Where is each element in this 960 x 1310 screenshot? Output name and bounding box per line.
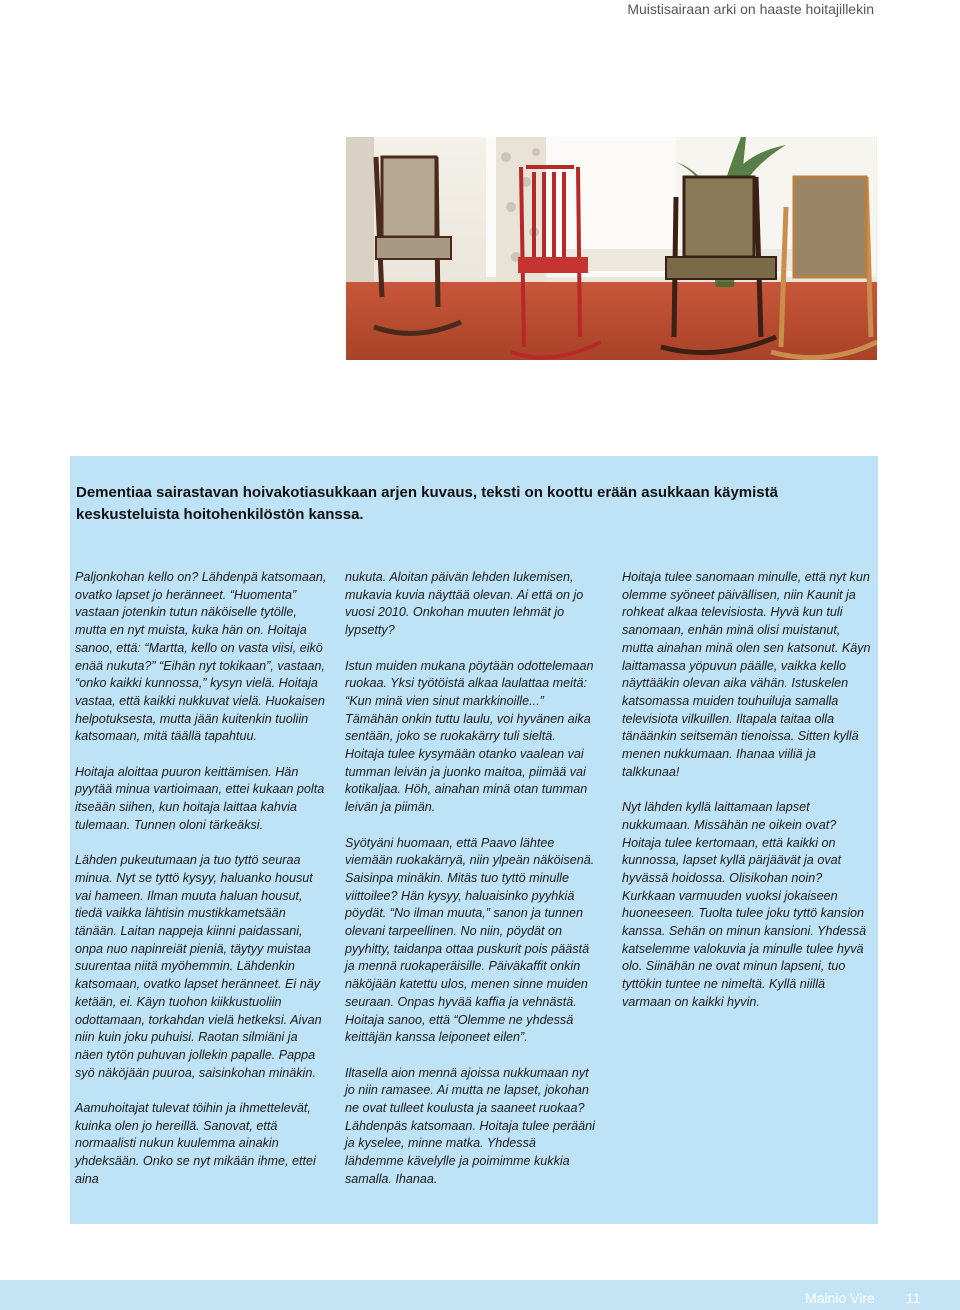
rocking-chairs-photo-icon [346, 137, 877, 360]
paragraph: nukuta. Aloitan päivän lehden lukemisen, mukavia kuvia näyttää olevan. Ai että on jo vuosi 2010. Onkohan muuten lehmät jo lypsetty? [345, 570, 584, 638]
magazine-name: Mainio Vire [805, 1290, 875, 1306]
paragraph: Nyt lähden kyllä laittamaan lapset nukkumaan. Missähän ne oikein ovat? Hoitaja tulee kertomaan, että kaikki on kunnossa, lapset kyllä pärjäävät ja ovat hyvässä hoidossa. Olisikohan noin? Kurkkaan varmuuden vuoksi jokaiseen huoneeseen. Tuolta tulee joku tyttö kansion kanssa. Sehän on minun kansioni. Yhdessä katselemme valokuvia ja minulle tulee hyvä olo. Siinähän ne ovat minun lapseni, tuo tyttökin tuntee ne nimeltä. Kyllä niillä varmaan on kaikki hyvin. [622, 800, 867, 1009]
paragraph: Lähden pukeutumaan ja tuo tyttö seuraa minua. Nyt se tyttö kysyy, haluanko housut vai hameen. Ilman muuta haluan housut, tiedä vaikka lähtisin mustikkametsään tänään. Laitan nappeja kiinni paidassani, onpa nuo napinreiät pieniä, täytyy muistaa suurentaa niitä myöhemmin. Lähdenkin katsomaan, ovatko lapset heränneet. Ei näy ketään, ei. Käyn tuohon kiikkustuoliin odottamaan, torkahdan vielä hetkeksi. Aivan niin kuin joku puhuisi. Raotan silmiäni ja näen tytön puhuvan jollekin papalle. Pappa syö näköjään puuroa, saisinkohan minäkin. [75, 853, 322, 1080]
page-number: 11 [906, 1290, 921, 1306]
article-lead: Dementiaa sairastavan hoivakotiasukkaan arjen kuvaus, teksti on koottu erään asukkaan käymistä keskusteluista hoitohenkilöstön kanssa. [76, 484, 778, 523]
paragraph: Hoitaja aloittaa puuron keittämisen. Hän pyytää minua vartioimaan, ettei kukaan polta itseään siihen, kun hoitaja laittaa kahvia tulemaan. Tunnen oloni tärkeäksi. [75, 764, 325, 832]
running-head: Muistisairaan arki on haaste hoitajillekin [627, 1, 874, 17]
paragraph: Syötyäni huomaan, että Paavo lähtee viemään ruokakärryä, niin ylpeän näköisenä. Saisinpa minäkin. Mitäs tuo tyttö minulle viittoilee? Hän kysyy, haluaisinko pyyhkiä pöydät. “No ilman muuta,” sanon ja tunnen olevani tarpeellinen. No niin, pöydät on pyyhitty, taidanpa ottaa puskurit pois päästä ja mennä ruokaperäisille. Päiväkaffit onkin näköjään katettu ulos, menen sinne muiden seuraan. Onpas hyvää kaffia ja vehnästä. Hoitaja sanoo, että “Olemme ne yhdessä keittäjän kanssa leiponeet eilen”. [345, 835, 595, 1045]
photo [346, 137, 877, 360]
paragraph: Istun muiden mukana pöytään odottelemaan ruokaa. Yksi työtöistä alkaa laulattaa meitä: “Kun minä vien sinut markkinoille...” Tämähän onkin tuttu laulu, voi hyvänen aika sentään, joko se ruokakärry tuli sieltä. Hoitaja tulee kysymään otanko vaalean vai tumman leivän ja juonko maitoa, piimää vai kotikaljaa. Höh, ainahan minä otan tumman leivän ja piimän. [345, 658, 594, 815]
column-1 [75, 569, 327, 1206]
paragraph: Aamuhoitajat tulevat töihin ja ihmettelevät, kuinka olen jo hereillä. Sanovat, että normaalisti nukun kuulemma ainakin yhdeksään. Onko se nyt mikään ihme, ettei aina [75, 1101, 316, 1186]
paragraph: Paljonkohan kello on? Lähdenpä katsomaan, ovatko lapset jo heränneet. “Huomenta” vastaan jotenkin tutun näköiselle tytölle, mutta en nyt muista, kuka hän on. Hoitaja sanoo, että: “Martta, kello on vasta viisi, eikö enää nukuta?” “Eihän nyt tokikaan”, vastaan, “onko kaikki kunnossa,” kysyn vielä. Hoitaja vastaa, että kaikki nukkuvat vielä. Huokaisen helpotuksesta, mutta jään kuitenkin tuoliin katsomaan, mitä täällä tapahtuu. [75, 570, 327, 744]
paragraph: Hoitaja tulee sanomaan minulle, että nyt kun olemme syöneet päivällisen, niin Kaunit ja rohkeat alkaa televisiosta. Hyvä kun tuli sanomaan, enhän minä olisi muistanut, mutta ainahan minä olen sen katsonut. Käyn laittamassa yöpuvun päälle, vaikka kello näyttääkin olevan aika vähän. Istuskelen katsomassa muiden touhuiluja samalla televisiota vilkuillen. Iltapala taitaa olla tänäänkin seitsemän tienoissa. Sitten kyllä menen nukkumaan. Ihanaa viiliä ja talkkunaa! [622, 570, 871, 779]
column-3 [622, 569, 872, 1029]
paragraph: Iltasella aion mennä ajoissa nukkumaan nyt jo niin ramasee. Ai mutta ne lapset, jokohan ne ovat tulleet koulusta ja saaneet ruokaa? Lähdenpäs katsomaan. Hoitaja tulee perääni ja kyselee, minne matka. Yhdessä lähdemme kävelylle ja poimimme kukkia samalla. Ihanaa. [345, 1065, 595, 1186]
column-2 [345, 569, 597, 1206]
